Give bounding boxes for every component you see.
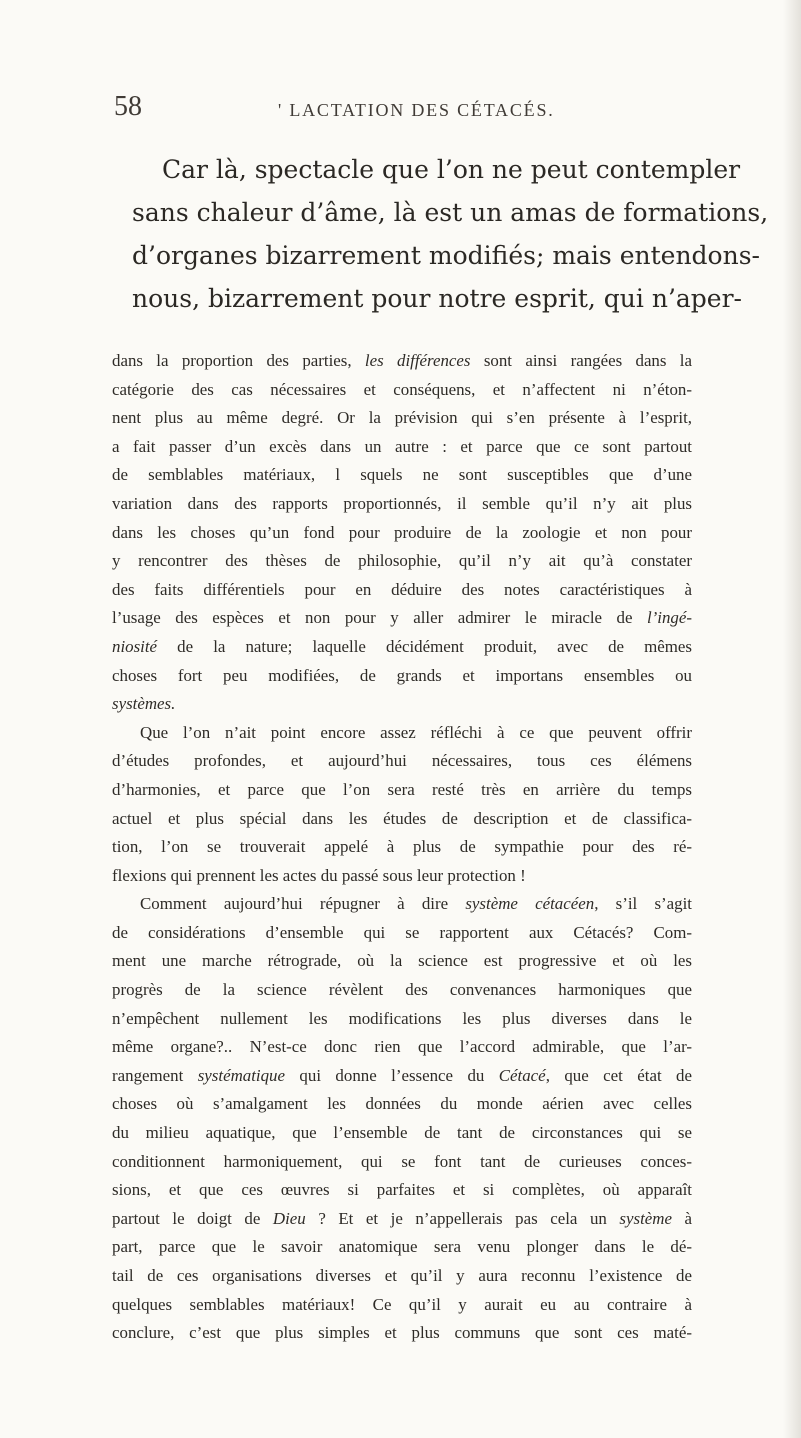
- note-line-29: conditionnent harmoniquement, qui se font tant de curieuses conces-: [112, 1151, 692, 1171]
- note-line-28: du milieu aquatique, que l’ensemble de tant de circonstances qui se: [112, 1123, 692, 1143]
- note-line-19: flexions qui prennent les actes du passé sous leur protection !: [112, 865, 526, 885]
- note-line-24: n’empêchent nullement les modifications les plus diverses dans le: [112, 1008, 692, 1028]
- note-line-14: Que l’on n’ait point encore assez réfléchi à ce que peuvent offrir: [140, 722, 692, 742]
- note-line-35: conclure, c’est que plus simples et plus communs que sont ces maté-: [112, 1323, 692, 1343]
- note-line-26-emphasis: systématique: [197, 1065, 285, 1085]
- note-text: [112, 347, 692, 1348]
- note-line-20: [112, 890, 692, 919]
- note-line-2: catégorie des cas nécessaires et conséquens, et n’affectent ni n’éton-: [112, 379, 692, 399]
- note-line-26: [112, 1062, 692, 1091]
- note-line-27: choses où s’amalgament les données du monde aérien avec celles: [112, 1094, 692, 1114]
- lead-line-3: d’organes bizarrement modifiés; mais entendons-: [132, 241, 760, 270]
- note-line-25: même organe?.. N’est-ce donc rien que l’accord admirable, que l’ar-: [112, 1037, 692, 1057]
- note-line-8: y rencontrer des thèses de philosophie, qu’il n’y ait qu’à constater: [112, 551, 692, 571]
- note-line-33: tail de ces organisations diverses et qu’il y aura reconnu l’existence de: [112, 1266, 692, 1285]
- note-line-31-emphasis: Dieu: [272, 1208, 306, 1228]
- note-line-11-end: de la nature; laquelle décidément produit, avec de mêmes: [177, 636, 692, 656]
- note-line-15: d’études profondes, et aujourd’hui nécessaires, tous ces élémens: [112, 751, 692, 771]
- lead-line-4: nous, bizarrement pour notre esprit, qui n’aper-: [132, 284, 742, 313]
- note-line-26-start: rangement: [112, 1065, 184, 1085]
- note-line-7: dans les choses qu’un fond pour produire de la zoologie et non pour: [112, 522, 692, 542]
- note-line-11-emphasis: niosité: [112, 636, 158, 656]
- note-line-23: progrès de la science révèlent des convenances harmoniques que: [112, 980, 692, 1000]
- running-head: [114, 92, 674, 126]
- lead-paragraph: [132, 148, 769, 320]
- note-line-31-middle: ? Et et je n’appellerais pas cela un: [318, 1208, 607, 1228]
- note-line-10: [112, 604, 692, 633]
- note-line-3: nent plus au même degré. Or la prévision qui s’en présente à l’esprit,: [112, 408, 692, 428]
- page-number: 58: [114, 91, 142, 122]
- note-line-31-end: à: [684, 1208, 693, 1228]
- note-line-13: [112, 690, 692, 719]
- note-line-6: variation dans des rapports proportionnés, il semble qu’il n’y ait plus: [112, 493, 692, 513]
- note-line-31-start: partout le doigt de: [112, 1208, 261, 1228]
- note-line-20-emphasis: système cétacéen: [465, 894, 595, 914]
- note-line-31-emphasis-2: système: [619, 1208, 672, 1228]
- note-line-1-emphasis: les différences: [364, 351, 471, 370]
- note-line-26-middle: qui donne l’essence du: [299, 1065, 485, 1085]
- note-line-22: ment une marche rétrograde, où la science est progressive et où les: [112, 951, 692, 971]
- note-line-5: de semblables matériaux, l squels ne sont susceptibles que d’une: [112, 465, 692, 485]
- note-line-16: d’harmonies, et parce que l’on sera resté très en arrière du temps: [112, 779, 692, 799]
- note-line-26-end: , que cet état de: [545, 1065, 692, 1085]
- lead-line-1: Car là, spectacle que l’on ne peut contempler: [162, 155, 741, 184]
- note-line-18: tion, l’on se trouverait appelé à plus de sympathie pour des ré-: [112, 837, 692, 857]
- page-edge-shadow: [783, 0, 801, 1438]
- note-line-11: [112, 633, 692, 662]
- note-line-12: choses fort peu modifiées, de grands et importans ensembles ou: [112, 665, 692, 685]
- note-line-10-emphasis: l’ingé-: [646, 608, 692, 628]
- note-line-10-start: l’usage des espèces et non pour y aller admirer le miracle de: [112, 608, 633, 628]
- note-line-13-emphasis: systèmes.: [112, 694, 176, 714]
- note-line-26-emphasis-2: Cétacé: [498, 1065, 546, 1085]
- note-line-4: a fait passer d’un excès dans un autre : et parce que ce sont partout: [112, 436, 692, 456]
- note-line-31: [112, 1205, 692, 1234]
- note-line-1-end: sont ainsi rangées dans la: [483, 351, 692, 370]
- lead-line-2: sans chaleur d’âme, là est un amas de formations,: [132, 198, 769, 227]
- note-line-20-start: Comment aujourd’hui répugner à dire: [140, 894, 449, 914]
- note-line-1-start: dans la proportion des parties,: [112, 351, 352, 370]
- note-line-17: actuel et plus spécial dans les études de description et de classifica-: [112, 808, 692, 828]
- note-line-30: sions, et que ces œuvres si parfaites et si complètes, où apparaît: [112, 1180, 692, 1200]
- note-line-32: part, parce que le savoir anatomique sera venu plonger dans le dé-: [112, 1237, 692, 1257]
- note-line-20-end: , s’il s’agit: [594, 894, 692, 914]
- note-line-34: quelques semblables matériaux! Ce qu’il y aurait eu au contraire à: [112, 1294, 692, 1314]
- note-line-1: [112, 347, 692, 376]
- note-line-21: de considérations d’ensemble qui se rapportent aux Cétacés? Com-: [112, 922, 692, 942]
- note-line-9: des faits différentiels pour en déduire des notes caractéristiques à: [112, 579, 692, 599]
- running-title: ' LACTATION DES CÉTACÉS.: [278, 100, 555, 120]
